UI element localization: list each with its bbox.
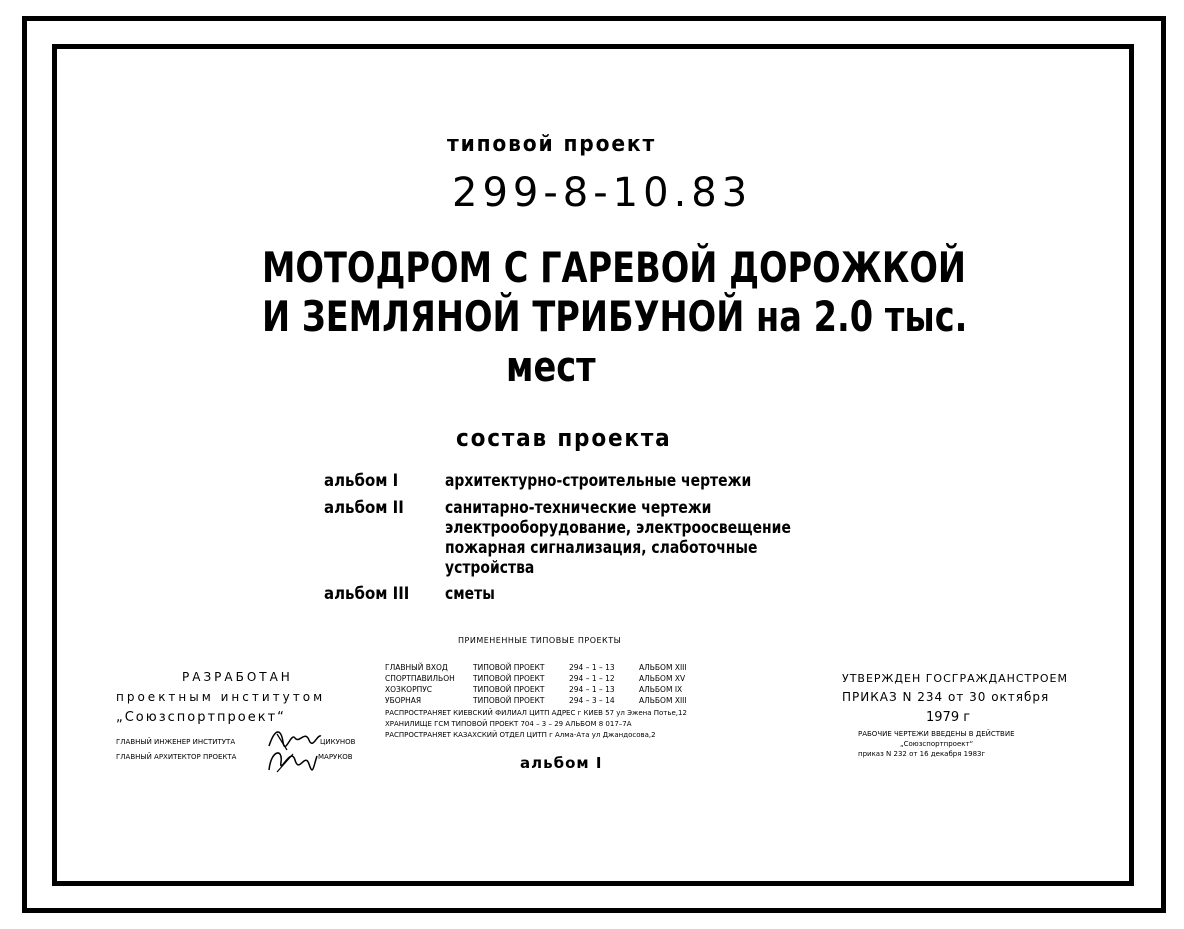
applied-heading: ПРИМЕНЕННЫЕ ТИПОВЫЕ ПРОЕКТЫ <box>458 636 622 645</box>
album-2-text-1: санитарно-технические чертежи <box>445 498 712 518</box>
developer-line-3: „Союзспортпроект“ <box>116 710 286 725</box>
table-cell: АЛЬБОМ IX <box>639 685 683 694</box>
album-2-text-3: пожарная сигнализация, слаботочные <box>445 538 758 558</box>
signature-architect <box>263 742 319 776</box>
table-row <box>385 673 693 684</box>
approval-line-1: УТВЕРЖДЕН ГОСГРАЖДАНСТРОЕМ <box>842 672 1068 685</box>
table-cell: ГЛАВНЫЙ ВХОД <box>385 663 448 672</box>
distributor-kiev: РАСПРОСТРАНЯЕТ КИЕВСКИЙ ФИЛИАЛ ЦИТП АДРЕС г КИЕВ 57 ул Эжена Потье,12 <box>385 709 687 717</box>
applied-table <box>385 662 693 706</box>
table-cell: СПОРТПАВИЛЬОН <box>385 674 455 683</box>
developer-line-2: проектным институтом <box>116 690 326 704</box>
developer-line-1: РАЗРАБОТАН <box>182 670 293 684</box>
album-2-text-2: электрооборудование, электроосвещение <box>445 518 791 538</box>
storage-project: ХРАНИЛИЩЕ ГСМ ТИПОВОЙ ПРОЕКТ 704 – 3 – 29 АЛЬБОМ 8 017–7А <box>385 720 632 728</box>
approval-note-1: РАБОЧИЕ ЧЕРТЕЖИ ВВЕДЕНЫ В ДЕЙСТВИЕ <box>858 730 1015 738</box>
table-cell: 294 – 1 – 13 <box>569 685 615 694</box>
table-cell: ТИПОВОЙ ПРОЕКТ <box>473 663 545 672</box>
chief-architect-name: МАРУКОВ <box>318 753 353 761</box>
approval-note-3: приказ N 232 от 16 декабря 1983г <box>858 750 986 758</box>
table-cell: АЛЬБОМ XV <box>639 674 686 683</box>
project-code: 299-8-10.83 <box>452 170 753 216</box>
approval-line-2: ПРИКАЗ N 234 от 30 октября <box>842 690 1050 704</box>
title-line-2: И ЗЕМЛЯНОЙ ТРИБУНОЙ на 2.0 тыс. <box>262 293 968 342</box>
table-cell: 294 – 3 – 14 <box>569 696 615 705</box>
approval-note-2: „Союзспортпроект“ <box>900 740 974 748</box>
title-line-1: МОТОДРОМ С ГАРЕВОЙ ДОРОЖКОЙ <box>262 244 967 293</box>
table-cell: 294 – 1 – 12 <box>569 674 615 683</box>
title-line-3: мест <box>506 343 596 392</box>
table-row <box>385 662 693 673</box>
chief-architect-title: ГЛАВНЫЙ АРХИТЕКТОР ПРОЕКТА <box>116 753 237 761</box>
table-cell: ТИПОВОЙ ПРОЕКТ <box>473 674 545 683</box>
album-3-label: альбом III <box>324 584 410 604</box>
album-footer: альбом I <box>520 754 603 772</box>
table-cell: АЛЬБОМ XIII <box>639 696 687 705</box>
table-cell: АЛЬБОМ XIII <box>639 663 687 672</box>
table-row <box>385 684 693 695</box>
table-cell: УБОРНАЯ <box>385 696 422 705</box>
album-1-text: архитектурно-строительные чертежи <box>445 471 752 491</box>
chief-engineer-title: ГЛАВНЫЙ ИНЖЕНЕР ИНСТИТУТА <box>116 738 236 746</box>
project-type-label: типовой проект <box>447 132 657 157</box>
album-2-text-4: устройства <box>445 558 535 578</box>
table-row <box>385 695 693 706</box>
chief-engineer-name: ЦИКУНОВ <box>320 738 356 746</box>
table-cell: 294 – 1 – 13 <box>569 663 615 672</box>
album-1-label: альбом I <box>324 471 399 491</box>
distributor-almaty: РАСПРОСТРАНЯЕТ КАЗАХСКИЙ ОТДЕЛ ЦИТП г Алма-Ата ул Джандосова,2 <box>385 731 656 739</box>
table-cell: ТИПОВОЙ ПРОЕКТ <box>473 696 545 705</box>
table-cell: ТИПОВОЙ ПРОЕКТ <box>473 685 545 694</box>
approval-line-3: 1979 г <box>926 710 971 725</box>
album-3-text: сметы <box>445 584 495 604</box>
composition-heading: состав проекта <box>456 424 672 452</box>
album-2-label: альбом II <box>324 498 404 518</box>
table-cell: ХОЗКОРПУС <box>385 685 433 694</box>
